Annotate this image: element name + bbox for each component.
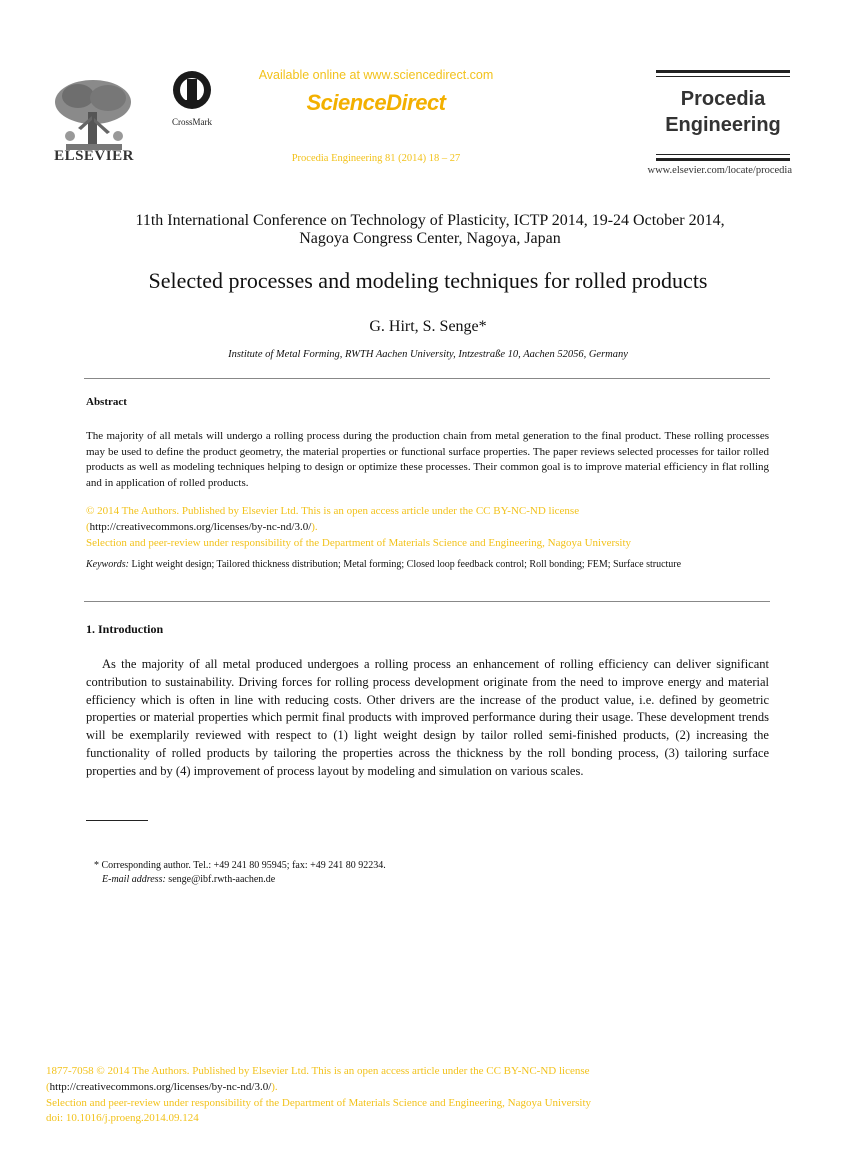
footer-license-link[interactable]: http://creativecommons.org/licenses/by-nc-nd/3.0/: [49, 1080, 272, 1093]
abstract-heading: Abstract: [86, 396, 127, 408]
journal-divider: [656, 76, 790, 77]
abstract-body: The majority of all metals will undergo a rolling process during the production chain from metal generation to the final product. These rolling processes may be used to define the product geometry, the material properties or functional surface properties. The paper reviews selected processes for tailor rolled products as well as modeling techniques helping to design or optimize these processes. Their common goal is to improve material efficiency in flat rolling and in application of rolled products.: [86, 430, 769, 489]
journal-url[interactable]: www.elsevier.com/locate/procedia: [647, 165, 792, 176]
introduction-heading: 1. Introduction: [86, 622, 164, 636]
peer-review-statement: Selection and peer-review under responsibility of the Department of Materials Science and Engineering, Nagoya University: [86, 536, 632, 549]
footer-paren-close: ).: [271, 1080, 278, 1093]
sciencedirect-brand: ScienceDirect: [306, 90, 446, 115]
corresponding-author: * Corresponding author. Tel.: +49 241 80 95945; fax: +49 241 80 92234.: [94, 860, 386, 871]
journal-divider: [656, 70, 790, 73]
email-address[interactable]: senge@ibf.rwth-aachen.de: [165, 874, 276, 885]
journal-divider: [656, 158, 790, 161]
affiliation: Institute of Metal Forming, RWTH Aachen University, Intzestraße 10, Aachen 52056, Germany: [228, 349, 628, 360]
keywords-label: Keywords:: [86, 559, 129, 570]
crossmark-icon: [172, 70, 212, 110]
license-link[interactable]: http://creativecommons.org/licenses/by-nc-nd/3.0/: [89, 520, 312, 533]
page-footer: [46, 1064, 726, 1127]
footnote-divider: [86, 820, 148, 821]
section-divider: [84, 601, 770, 602]
crossmark-label: CrossMark: [172, 117, 212, 127]
footnote: [94, 859, 694, 887]
email-label: E-mail address:: [102, 874, 166, 885]
conference-info: [60, 212, 800, 248]
license-paren-close: ).: [311, 520, 318, 533]
license-block: [86, 504, 769, 551]
issn-license-line: 1877-7058 © 2014 The Authors. Published by Elsevier Ltd. This is an open access article under the CC BY-NC-ND license: [46, 1065, 590, 1077]
footer-peer-review: Selection and peer-review under responsibility of the Department of Materials Science and Engineering, Nagoya University: [46, 1096, 592, 1109]
journal-name-line2: Engineering: [665, 114, 781, 136]
introduction-body: As the majority of all metal produced undergoes a rolling process an enhancement of rolling efficiency can deliver significant contribution to sustainability. Driving forces for rolling process development originate from the need to improve energy and material efficiency which is often in line with reducing costs. Other drivers are the increase of the product value, i.e. defined by geometric properties or material properties which permit final products with improved performance during their usage. These development trends will be exemplarily reviewed with respect to (1) light weight design by tailor rolled semi-finished products, (2) increasing the functionality of rolled products by tailoring the properties across the thickness by the roll bonding process, (3) tailoring surface properties and by (4) improvement of process layout by modeling and simulation on various scales.: [86, 657, 769, 778]
crossmark-badge[interactable]: [166, 70, 218, 127]
section-divider: [84, 378, 770, 379]
keywords-list: Light weight design; Tailored thickness distribution; Metal forming; Closed loop feedback control; Roll bonding; FEM; Surface structure: [128, 559, 682, 570]
available-online-text[interactable]: Available online at www.sciencedirect.com: [258, 68, 494, 82]
license-statement: © 2014 The Authors. Published by Elsevier Ltd. This is an open access article under the CC BY-NC-ND license: [86, 505, 580, 517]
paper-title: Selected processes and modeling techniques for rolled products: [148, 268, 708, 293]
conference-line1: 11th International Conference on Technology of Plasticity, ICTP 2014, 19-24 October 2014,: [135, 212, 725, 229]
journal-reference: Procedia Engineering 81 (2014) 18 – 27: [291, 153, 461, 164]
license-paren-open: (: [86, 520, 90, 533]
journal-name-line1: Procedia: [680, 88, 766, 110]
publisher-name: ELSEVIER: [54, 148, 134, 164]
doi[interactable]: doi: 10.1016/j.proeng.2014.09.124: [46, 1112, 199, 1125]
conference-line2: Nagoya Congress Center, Nagoya, Japan: [299, 230, 561, 247]
authors: G. Hirt, S. Senge*: [369, 318, 487, 335]
journal-name: [656, 86, 790, 138]
footer-paren-open: (: [46, 1080, 50, 1093]
journal-divider: [656, 154, 790, 155]
keywords: [86, 558, 769, 572]
